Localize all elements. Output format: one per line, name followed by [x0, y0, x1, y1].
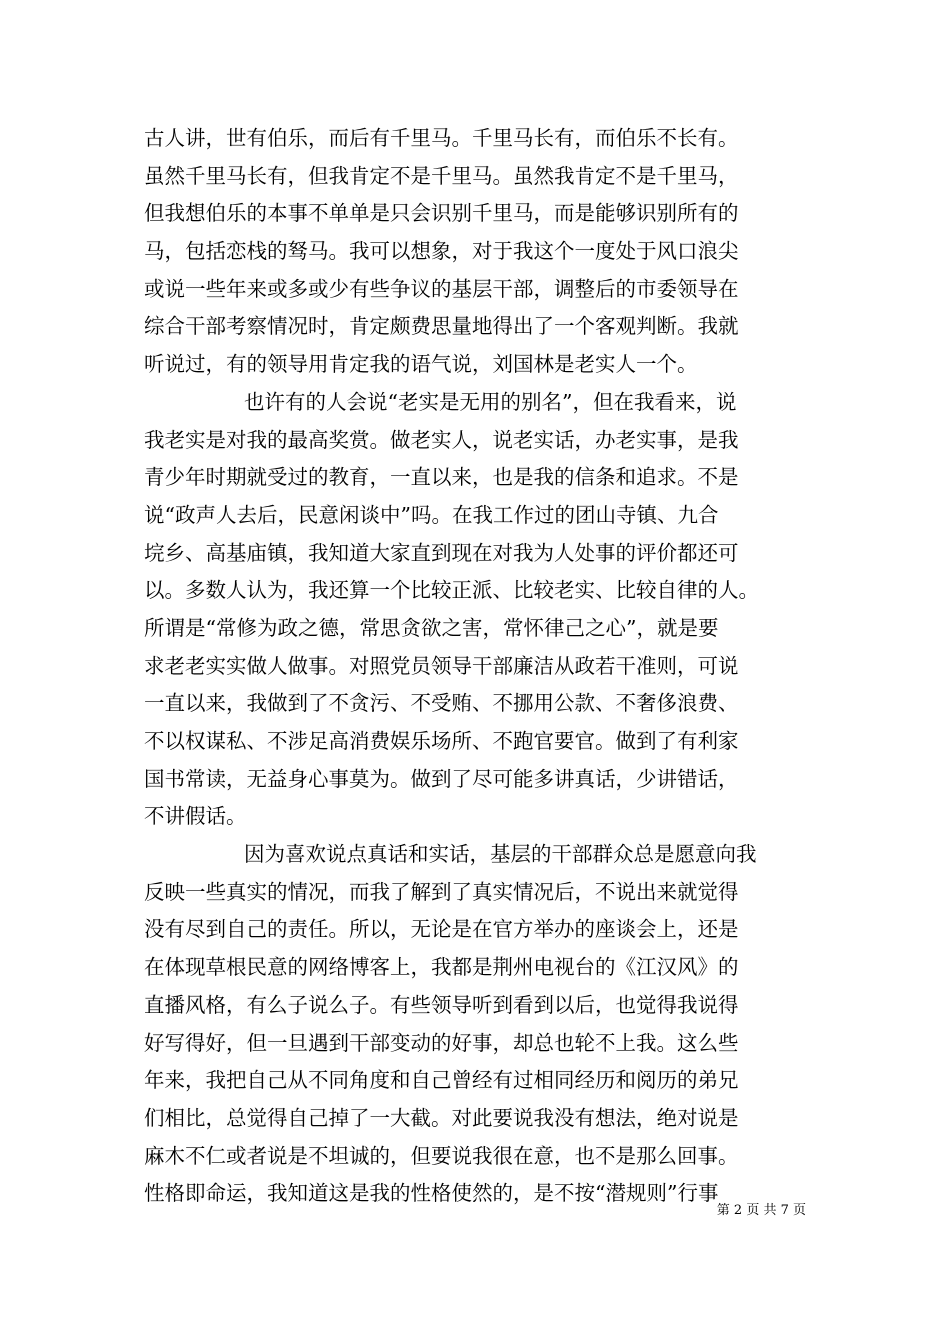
text-line: 直播风格，有么子说么子。有些领导听到看到以后，也觉得我说得 — [144, 992, 739, 1017]
text-line: 没有尽到自己的责任。所以，无论是在官方举办的座谈会上，还是 — [144, 917, 739, 942]
text-line: 我老实是对我的最高奖赏。做老实人，说老实话，办老实事，是我 — [144, 427, 739, 452]
text-line: 不以权谋私、不涉足高消费娱乐场所、不跑官要官。做到了有利家 — [144, 729, 739, 753]
text-line: 求老老实实做人做事。对照党员领导干部廉洁从政若干准则，可说 — [144, 653, 739, 678]
text-line: 或说一些年来或多或少有些争议的基层干部，调整后的市委领导在 — [144, 276, 739, 301]
text-line: 也许有的人会说“老实是无用的别名”，但在我看来，说 — [244, 389, 737, 414]
text-line: 好写得好，但一旦遇到干部变动的好事，却总也轮不上我。这么些 — [144, 1030, 739, 1055]
text-line: 所谓是“常修为政之德，常思贪欲之害，常怀律己之心”，就是要 — [144, 615, 719, 640]
body-text — [144, 120, 824, 1213]
page-footer: 第 2 页 共 7 页 — [716, 1203, 806, 1218]
text-line: 虽然千里马长有，但我肯定不是千里马。虽然我肯定不是千里马， — [144, 163, 739, 188]
text-line: 马，包括恋栈的驽马。我可以想象，对于我这个一度处于风口浪尖 — [144, 239, 739, 264]
text-line: 但我想伯乐的本事不单单是只会识别千里马，而是能够识别所有的 — [144, 201, 739, 226]
text-line: 性格即命运，我知道这是我的性格使然的，是不按“潜规则”行事 — [144, 1181, 719, 1206]
text-line: 年来，我把自己从不同角度和自己曾经有过相同经历和阅历的弟兄 — [144, 1068, 739, 1093]
text-line: 古人讲，世有伯乐，而后有千里马。千里马长有，而伯乐不长有。 — [144, 126, 739, 150]
text-line: 在体现草根民意的网络博客上，我都是荆州电视台的《江汉风》的 — [144, 955, 739, 980]
text-line: 说“政声人去后，民意闲谈中”吗。在我工作过的团山寺镇、九合 — [144, 502, 719, 527]
text-line: 以。多数人认为，我还算一个比较正派、比较老实、比较自律的人。 — [144, 578, 759, 603]
text-line: 听说过，有的领导用肯定我的语气说，刘国林是老实人一个。 — [144, 352, 698, 377]
text-line: 综合干部考察情况时，肯定颇费思量地得出了一个客观判断。我就 — [144, 314, 739, 339]
text-line: 青少年时期就受过的教育，一直以来，也是我的信条和追求。不是 — [144, 465, 739, 490]
text-line: 国书常读，无益身心事莫为。做到了尽可能多讲真话，少讲错话， — [144, 766, 739, 791]
text-line: 垸乡、高基庙镇，我知道大家直到现在对我为人处事的评价都还可 — [144, 540, 739, 565]
text-line: 一直以来，我做到了不贪污、不受贿、不挪用公款、不奢侈浪费、 — [144, 691, 739, 716]
text-line: 因为喜欢说点真话和实话，基层的干部群众总是愿意向我 — [244, 842, 757, 867]
text-line: 们相比，总觉得自己掉了一大截。对此要说我没有想法，绝对说是 — [144, 1105, 739, 1130]
text-line: 反映一些真实的情况，而我了解到了真实情况后，不说出来就觉得 — [144, 879, 739, 904]
text-line: 不讲假话。 — [144, 804, 247, 829]
text-line: 麻木不仁或者说是不坦诚的，但要说我很在意，也不是那么回事。 — [144, 1143, 739, 1168]
